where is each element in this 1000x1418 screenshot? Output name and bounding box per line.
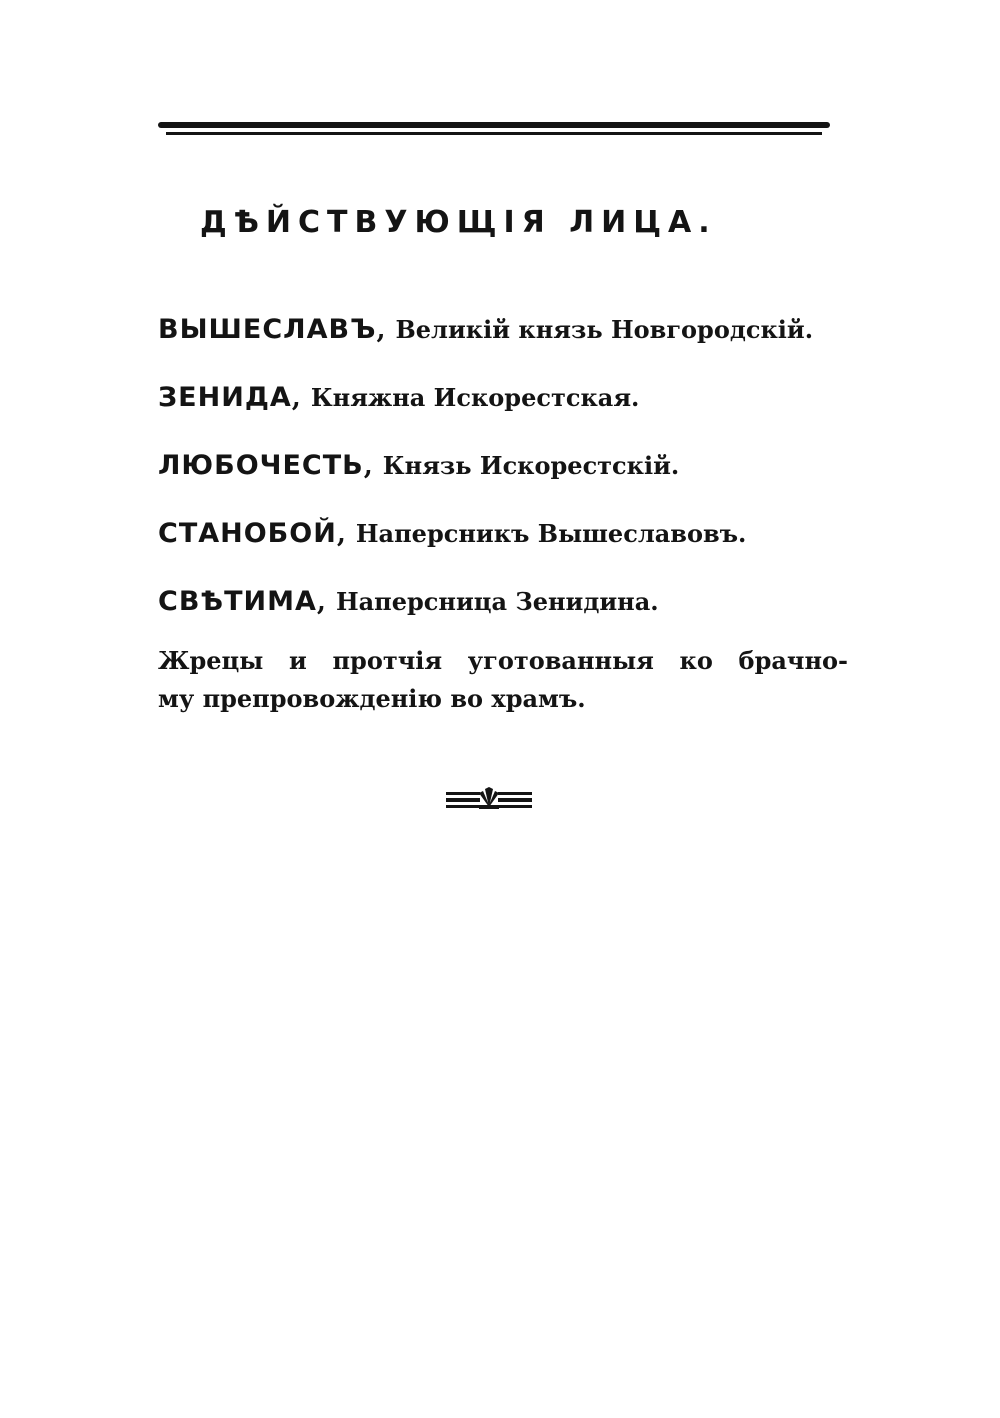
rule-thick-line [158, 122, 830, 128]
page-heading: ДѢЙСТВУЮЩІЯ ЛИЦА. [200, 205, 717, 240]
person-role: Князь Искорестскій. [382, 451, 680, 480]
note-line-2: му препровожденію во храмъ. [158, 684, 586, 713]
note-line-1: Жрецы и протчія уготованныя ко брачно- [158, 646, 848, 675]
extras-note [158, 642, 848, 718]
person-name: ВЫШЕСЛАВЪ [158, 314, 377, 345]
top-double-rule [158, 122, 830, 138]
person-entry-2 [158, 376, 858, 444]
separator-comma: , [363, 451, 373, 481]
dramatis-personae-list [158, 308, 858, 648]
separator-comma: , [336, 519, 346, 549]
person-name: ЛЮБОЧЕСТЬ [158, 450, 364, 481]
person-name: СВѢТИМА [158, 586, 317, 617]
person-role: Наперсникъ Вышеславовъ. [355, 519, 747, 548]
person-role: Княжна Искорестская. [310, 383, 640, 412]
separator-comma: , [316, 587, 326, 617]
person-entry-4 [158, 512, 858, 580]
person-name: ЗЕНИДА [158, 382, 292, 413]
rule-thin-line [166, 132, 822, 135]
person-entry-5 [158, 580, 858, 648]
separator-comma: , [376, 315, 386, 345]
person-role: Великій князь Новгородскій. [395, 315, 814, 344]
fleuron-ornament-icon [446, 785, 532, 811]
separator-comma: , [291, 383, 301, 413]
person-role: Наперсница Зенидина. [335, 587, 659, 616]
person-entry-3 [158, 444, 858, 512]
person-name: СТАНОБОЙ [158, 518, 337, 549]
person-entry-1 [158, 308, 858, 376]
